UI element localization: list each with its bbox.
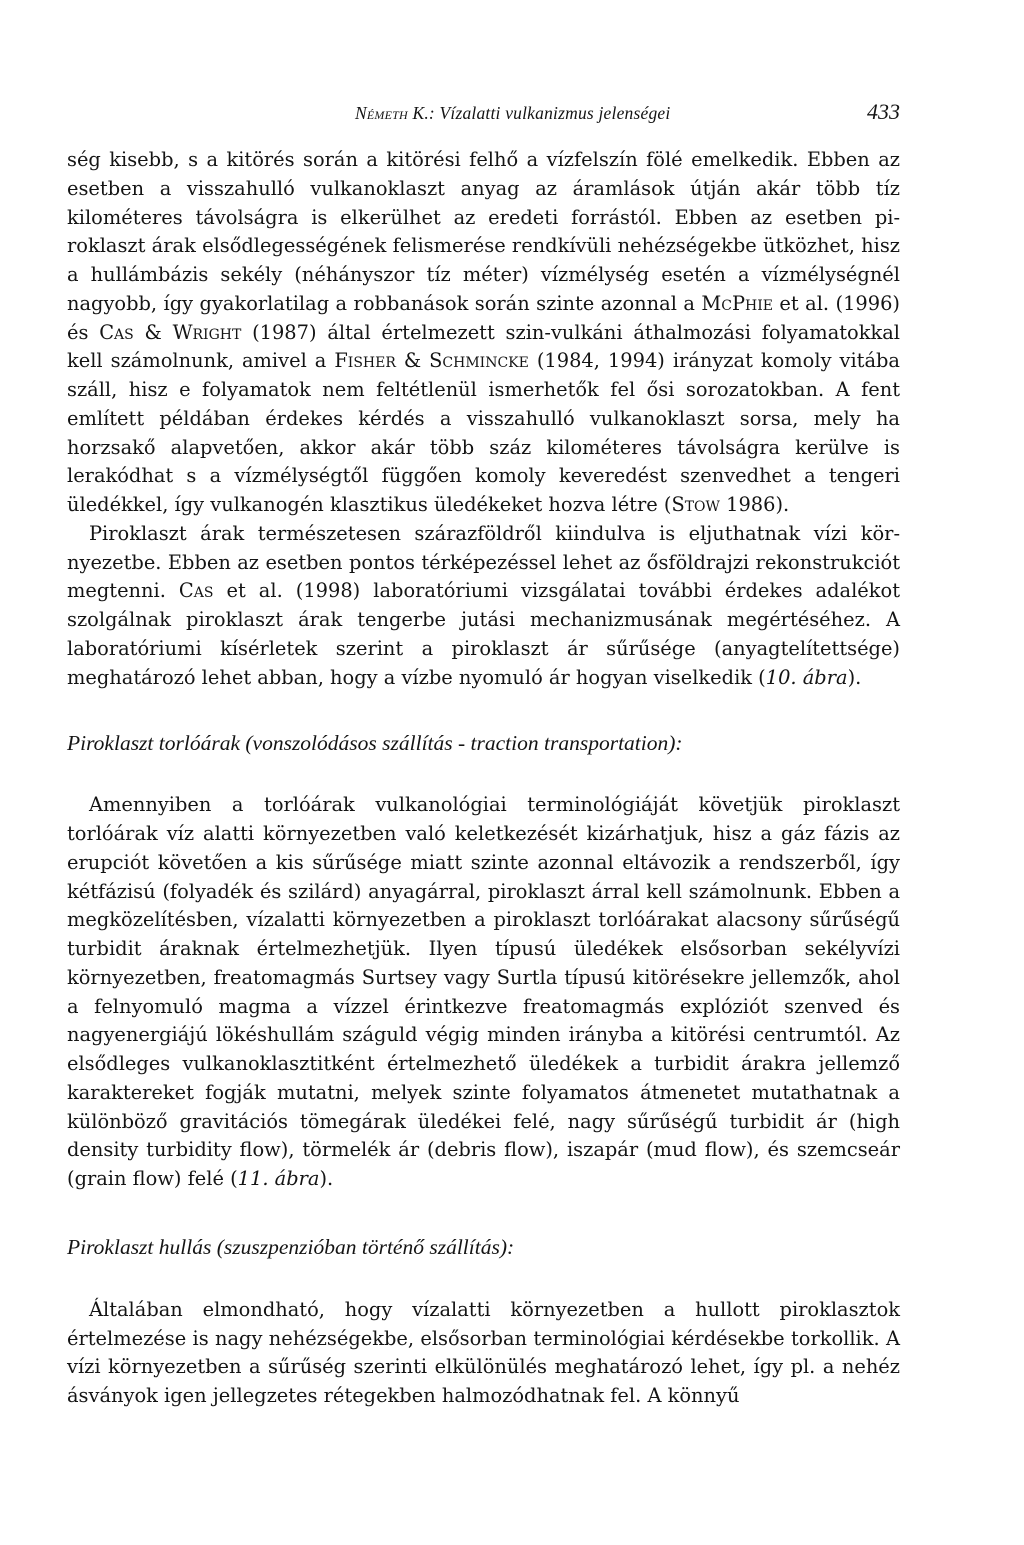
figure-ref-11: 11. ábra: [237, 1167, 320, 1190]
citation-cas-2: Cas: [178, 579, 214, 603]
page-number: 433: [867, 99, 900, 124]
p1-text-g: 1986).: [719, 493, 790, 516]
p2-text-b: et al. (1998) laboratóriumi vizsgálatai további érdekes adalékot szolgálnak piroklaszt árak tengerbe jutási mechanizmusának megértéséhez. A laboratóriumi kísérletek szerint a piroklaszt ár sűrűsége (anyagtelítettsége) meghatározó lehet abban, hogy a vízbe nyomuló ár hogyan viselkedik (: [67, 579, 900, 689]
paragraph-1: [67, 146, 900, 520]
p1-text-d: (1987) által értelmezett szin-vulkáni áthalmozási folyamatokkal kell számolnunk, amivel a: [67, 320, 900, 373]
paragraph-2: [67, 520, 900, 693]
p1-text-f: (1984, 1994) irányzat komoly vitába száll, hisz e folyamatok nem feltétlenül ismerhetők fel ősi sorozatokban. A fent említett példában érdekes kérdés a visszahulló vulkanoklaszt sorsa, mely ha horzsakő alapvetően, akkor akár több száz kilométeres távolságra kerülve is lerakódhat s a vízmélységtől függően komoly keveredést szenvedhet a tengeri üledékkel, így vulkanogén klasztikus üledékeket hozva létre (: [67, 349, 900, 516]
citation-stow: Stow: [671, 493, 720, 516]
running-title: [355, 103, 670, 124]
p2-text-c: ).: [847, 665, 862, 689]
header-title: : Vízalatti vulkanizmus jelenségei: [428, 103, 671, 123]
citation-schmincke: Schmincke: [429, 349, 529, 373]
citation-wright: Wright: [172, 320, 242, 344]
p1-text-c: &: [133, 320, 173, 344]
figure-ref-10: 10. ábra: [765, 665, 848, 689]
section-heading-torloarak: Piroklaszt torlóárak (vonszolódásos szállítás - traction transportation):: [67, 731, 683, 756]
citation-mcphie: McPhie: [701, 291, 773, 315]
p2-text-a: Piroklaszt árak természetesen szárazföldről kiindulva is eljuthatnak vízi környezetbe. Ebben az esetben pontos térképezéssel lehet az ősföldrajzi rekonstrukciót megtenni.: [67, 521, 900, 603]
paragraph-3: [67, 791, 900, 1194]
p3-text-a: Amennyiben a torlóárak vulkanológiai terminológiáját követjük piroklaszt torlóárak víz alatti környezetben való keletkezését kizárhatjuk, hisz a gáz fázis az erupciót követően a kis sűrűsége miatt szinte azonnal eltávozik a rendszerből, így kétfázisú (folyadék és szilárd) anyagárral, piroklaszt árral kell számolnunk. Ebben a megközelítésben, vízalatti környezetben a piroklaszt torlóárakat alacsony sűrűségű turbidit áraknak értelmezhetjük. Ilyen típusú üledékek elsősorban sekélyvízi környezetben, freatomagmás Surtsey vagy Surtla típusú kitörésekre jellemzők, ahol a felnyomuló magma a vízzel érintkezve freatomagmás explóziót szenved és nagyenergiájú lökéshullám száguld végig minden irányba a kitörési centrumtól. Az elsődleges vulkanoklasztitként értelmezhető üledékek a turbidit árakra jellemző karaktereket fogják mutatni, melyek szinte folyamatos átmenetet mutathatnak a különböző gravitációs tömegárak üledékei felé, nagy sűrűségű turbidit ár (high density turbidity flow), törmelék ár (debris flow), iszapár (mud flow), és szemcseár (grain flow) felé (: [67, 793, 900, 1190]
header-author: Németh K.: [355, 103, 429, 123]
p1-text-b: et al. (1996) és: [67, 291, 900, 344]
p1-text-e: &: [395, 349, 430, 373]
paragraph-4: Általában elmondható, hogy vízalatti környezetben a hullott piroklasztok értelmezése is nagy nehézségekbe, elsősorban terminológiai kérdésekbe torkollik. A vízi környezetben a sűrűség szerinti elkülönülés meghatározó lehet, így pl. a nehéz ásványok igen jellegzetes rétegekben halmozódhatnak fel. A könnyű: [67, 1297, 900, 1407]
p1-text-a: ség kisebb, s a kitörés során a kitörési felhő a vízfelszín fölé emelkedik. Ebben az esetben a visszahulló vulkanoklaszt anyag az áramlások útján akár több tíz kilométeres távolságra is elkerülhet az eredeti forrástól. Ebben az esetben piroklaszt árak elsődlegességének felismerése rendkívüli nehézségekbe ütközhet, hisz a hullámbázis sekély (néhányszor tíz méter) vízmélység esetén a vízmélységnél nagyobb, így gyakorlatilag a robbanások során szinte azonnal a: [67, 148, 900, 315]
citation-fisher: Fisher: [334, 349, 396, 373]
p3-text-b: ).: [319, 1167, 334, 1190]
running-header: [67, 99, 900, 129]
section-heading-hullas: Piroklaszt hullás (szuszpenzióban történő szállítás):: [67, 1234, 515, 1259]
citation-cas: Cas: [99, 320, 134, 344]
body-text: [67, 146, 900, 1411]
